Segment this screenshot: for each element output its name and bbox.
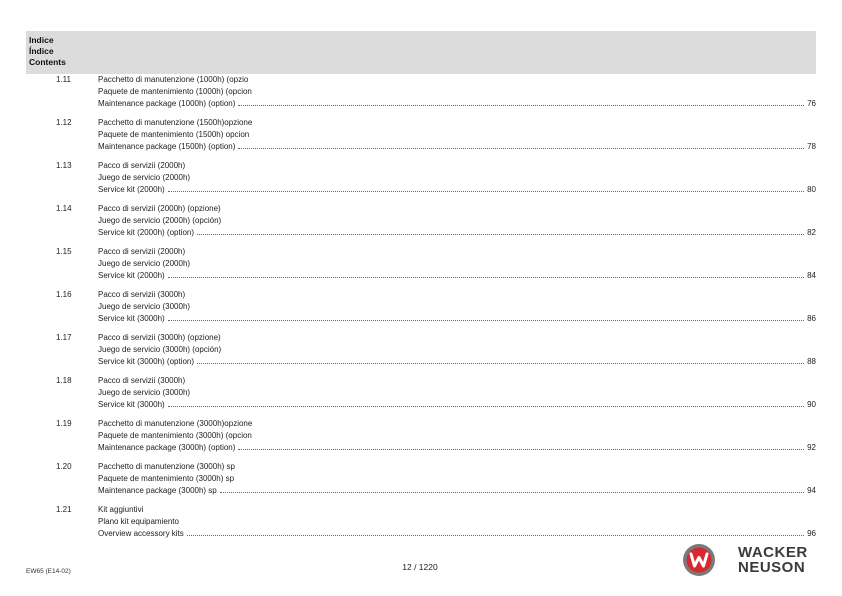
toc-entry[interactable] (26, 74, 816, 114)
toc-entry-title-en: Maintenance package (1000h) (option) (98, 99, 236, 108)
toc-entry-title-es: Paquete de mantenimiento (1000h) (opcion (98, 87, 252, 96)
toc-entry-title-it: Pacco di servizii (3000h) (98, 376, 186, 385)
dot-leader (238, 105, 804, 106)
toc-entry-title-es: Paquete de mantenimiento (3000h) (opcion (98, 431, 252, 440)
toc-entry-leader-line (98, 270, 816, 281)
toc-entry-title-es: Paquete de mantenimiento (3000h) sp (98, 474, 235, 483)
toc-entry-number: 1.13 (56, 161, 72, 170)
toc-entry[interactable] (26, 504, 816, 544)
document-code: EW65 (E14-02) (26, 568, 71, 575)
toc-entry-page-number[interactable]: 94 (807, 486, 816, 495)
toc-entry-title-it: Pacchetto di manutenzione (3000h) sp (98, 462, 235, 471)
toc-entry-title-es: Juego de servicio (2000h) (98, 259, 191, 268)
toc-entry-title-en: Maintenance package (1500h) (option) (98, 142, 236, 151)
toc-entry-title-it: Pacchetto di manutenzione (3000h)opzione (98, 419, 253, 428)
dot-leader (168, 191, 804, 192)
toc-entry-title-es: Juego de servicio (2000h) (98, 173, 191, 182)
toc-entry-number: 1.12 (56, 118, 72, 127)
dot-leader (187, 535, 804, 536)
wacker-neuson-w-logo-icon (682, 543, 716, 577)
toc-entry-leader-line (98, 141, 816, 152)
dot-leader (197, 363, 804, 364)
toc-entry-page-number[interactable]: 90 (807, 400, 816, 409)
toc-entry-leader-line (98, 399, 816, 410)
toc-entry-title-es: Juego de servicio (3000h) (98, 388, 191, 397)
toc-entry-leader-line (98, 227, 816, 238)
toc-entry-number: 1.20 (56, 462, 72, 471)
toc-entry-page-number[interactable]: 84 (807, 271, 816, 280)
toc-entry-title-it: Pacchetto di manutenzione (1500h)opzione (98, 118, 253, 127)
dot-leader (168, 406, 804, 407)
toc-entry-title-it: Pacco di servizii (2000h) (98, 161, 186, 170)
dot-leader (168, 320, 804, 321)
dot-leader (197, 234, 804, 235)
toc-entry-number: 1.19 (56, 419, 72, 428)
toc-entry-title-en: Maintenance package (3000h) (option) (98, 443, 236, 452)
toc-entry-page-number[interactable]: 96 (807, 529, 816, 538)
toc-entry-page-number[interactable]: 76 (807, 99, 816, 108)
toc-entry-number: 1.18 (56, 376, 72, 385)
toc-entry-number: 1.21 (56, 505, 72, 514)
toc-entry-page-number[interactable]: 82 (807, 228, 816, 237)
toc-entry-title-it: Pacco di servizii (3000h) (opzione) (98, 333, 221, 342)
toc-entry-title-en: Maintenance package (3000h) sp (98, 486, 217, 495)
logo-word-wacker: WACKER (738, 544, 808, 561)
toc-entry-leader-line (98, 356, 816, 367)
toc-entry-title-es: Juego de servicio (2000h) (opción) (98, 216, 222, 225)
toc-entry[interactable] (26, 203, 816, 243)
toc-entry-title-en: Service kit (2000h) (98, 185, 165, 194)
toc-entry-title-en: Overview accessory kits (98, 529, 184, 538)
toc-entry-title-it: Kit aggiuntivi (98, 505, 144, 514)
toc-entry-title-it: Pacco di servizii (2000h) (opzione) (98, 204, 221, 213)
toc-entry-title-es: Plano kit equipamiento (98, 517, 179, 526)
toc-entry-page-number[interactable]: 80 (807, 185, 816, 194)
header-title-en: Contents (29, 57, 66, 67)
toc-entry-title-en: Service kit (3000h) (98, 314, 165, 323)
toc-entry-page-number[interactable]: 88 (807, 357, 816, 366)
toc-entry-title-it: Pacco di servizii (3000h) (98, 290, 186, 299)
toc-entry[interactable] (26, 418, 816, 458)
toc-entry-title-es: Juego de servicio (3000h) (98, 302, 191, 311)
dot-leader (238, 449, 804, 450)
toc-entry-title-it: Pacco di servizii (2000h) (98, 247, 186, 256)
toc-entry[interactable] (26, 160, 816, 200)
dot-leader (168, 277, 804, 278)
toc-entry[interactable] (26, 117, 816, 157)
toc-entry-number: 1.16 (56, 290, 72, 299)
toc-entry-page-number[interactable]: 92 (807, 443, 816, 452)
toc-entry-title-es: Juego de servicio (3000h) (opción) (98, 345, 222, 354)
toc-header (26, 31, 816, 74)
toc-entry-page-number[interactable]: 78 (807, 142, 816, 151)
toc-entry-title-en: Service kit (2000h) (98, 271, 165, 280)
toc-entry-title-en: Service kit (3000h) (98, 400, 165, 409)
toc-entry-number: 1.15 (56, 247, 72, 256)
toc-entry-number: 1.17 (56, 333, 72, 342)
toc-entry-leader-line (98, 528, 816, 539)
toc-entry[interactable] (26, 246, 816, 286)
toc-entry-leader-line (98, 184, 816, 195)
toc-entry-page-number[interactable]: 86 (807, 314, 816, 323)
header-title-es: Índice (29, 46, 54, 56)
toc-entry-leader-line (98, 98, 816, 109)
page-indicator: 12 / 1220 (402, 562, 438, 572)
toc-entry-title-en: Service kit (2000h) (option) (98, 228, 195, 237)
wacker-neuson-logo (682, 541, 818, 579)
logo-word-neuson: NEUSON (738, 559, 806, 576)
dot-leader (238, 148, 804, 149)
toc-entry-leader-line (98, 313, 816, 324)
toc-entry-leader-line (98, 442, 816, 453)
toc-entry-title-it: Pacchetto di manutenzione (1000h) (opzio (98, 75, 249, 84)
toc-entry[interactable] (26, 461, 816, 501)
toc-entry-title-en: Service kit (3000h) (option) (98, 357, 195, 366)
toc-entry-number: 1.14 (56, 204, 72, 213)
toc-entry[interactable] (26, 332, 816, 372)
header-title-it: Indice (29, 35, 54, 45)
toc-entry[interactable] (26, 375, 816, 415)
toc-entry[interactable] (26, 289, 816, 329)
dot-leader (220, 492, 804, 493)
toc-entry-title-es: Paquete de mantenimiento (1500h) opcion (98, 130, 250, 139)
toc-entry-number: 1.11 (56, 75, 71, 84)
toc-entry-leader-line (98, 485, 816, 496)
